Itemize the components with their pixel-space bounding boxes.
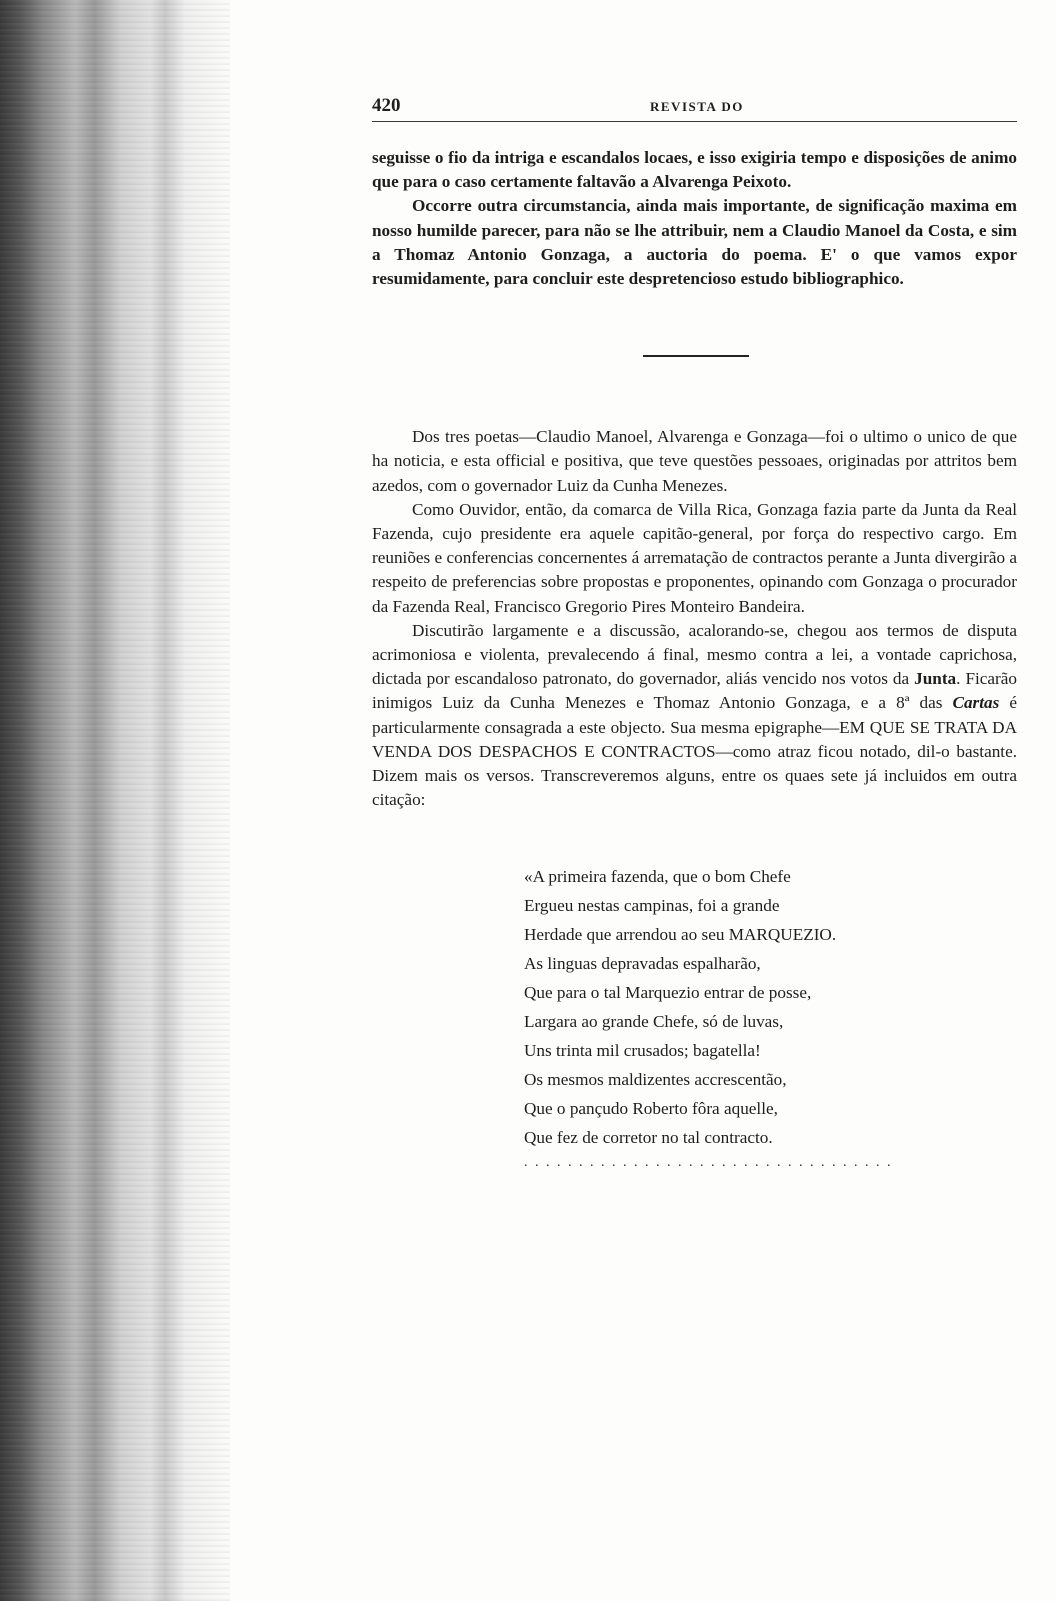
poets-paragraph: Dos tres poetas—Claudio Manoel, Alvarenga e Gonzaga—foi o ultimo o unico de que ha noticia, e esta official e positiva, que teve questões pessoaes, originadas por attritos bem azedos, com o governador Luiz da Cunha Menezes. — [372, 427, 1017, 495]
poem-line: «A primeira fazenda, que o bom Chefe — [524, 867, 791, 887]
cartas-title: Cartas — [952, 693, 1000, 713]
circumstance-paragraph: Occorre outra circumstancia, ainda mais importante, de significação maxima em nosso humilde parecer, para não se lhe attribuir, nem a Claudio Manoel da Costa, e sim a Thomaz Antonio Gonzaga, a auctoria do poema. E' o que vamos expor resumidamente, para concluir este despretencioso estudo bibliographico. — [372, 196, 1017, 289]
running-head-title: REVISTA DO — [650, 99, 744, 114]
poem-line: Que fez de corretor no tal contracto. — [524, 1128, 773, 1148]
running-head — [372, 95, 1017, 122]
poem-line: Que o pançudo Roberto fôra aquelle, — [524, 1099, 778, 1119]
continuation-paragraph: seguisse o fio da intriga e escandalos locaes, e isso exigiria tempo e disposições de animo que para o caso certamente faltavão a Alvarenga Peixoto. — [372, 148, 1017, 192]
poem-line: Ergueu nestas campinas, foi a grande — [524, 896, 780, 916]
ouvidor-paragraph: Como Ouvidor, então, da comarca de Villa Rica, Gonzaga fazia parte da Junta da Real Fazenda, cujo presidente era aquele capitão-general, por força do respectivo cargo. Em reuniões e conferencias concernentes á arrematação de contractos perante a Junta divergirão a respeito de preferencias sobre propostas e proponentes, opinando com Gonzaga o procurador da Fazenda Real, Francisco Gregorio Pires Monteiro Bandeira. — [372, 499, 1017, 616]
discussion-text-b: . Ficarão inimigos Luiz da Cunha Menezes e Thomaz Antonio Gonzaga, e a 8ª das — [372, 669, 1017, 713]
page — [372, 95, 1017, 1174]
intro-block — [372, 146, 1017, 291]
page-number: 420 — [372, 95, 401, 116]
junta-word: Junta — [914, 669, 957, 689]
quoted-poem — [524, 862, 1017, 1152]
poem-line: Largara ao grande Chefe, só de luvas, — [524, 1012, 784, 1032]
poem-line: Os mesmos maldizentes accrescentão, — [524, 1070, 787, 1090]
poem-line: As linguas depravadas espalharão, — [524, 954, 761, 974]
discussion-text-a: Discutirão largamente e a discussão, acalorando-se, chegou aos termos de disputa acrimoniosa e violenta, prevalecendo á final, mesmo contra a lei, a vontade caprichosa, dictada por escandaloso patronato, do governador, aliás vencido nos votos da — [372, 620, 1017, 689]
main-block — [372, 425, 1017, 812]
poem-line: Que para o tal Marquezio entrar de posse, — [524, 983, 812, 1003]
discussion-text-c: é particularmente consagrada a este objecto. Sua mesma epigraphe—EM QUE SE TRATA DA VENDA DOS DESPACHOS E CONTRACTOS—como atraz ficou notado, dil-o bastante. Dizem mais os versos. Transcreveremos alguns, entre os quaes sete já incluidos em outra citação: — [372, 693, 1017, 810]
poem-line: Herdade que arrendou ao seu MARQUEZIO. — [524, 925, 837, 945]
poem-ellipsis: . . . . . . . . . . . . . . . . . . . . . . . . . . . . . . . . . . — [524, 1155, 893, 1171]
discussion-paragraph — [372, 619, 1017, 813]
scanned-binding-edge — [0, 0, 230, 1601]
section-separator — [643, 355, 749, 357]
poem-line: Uns trinta mil crusados; bagatella! — [524, 1041, 761, 1061]
